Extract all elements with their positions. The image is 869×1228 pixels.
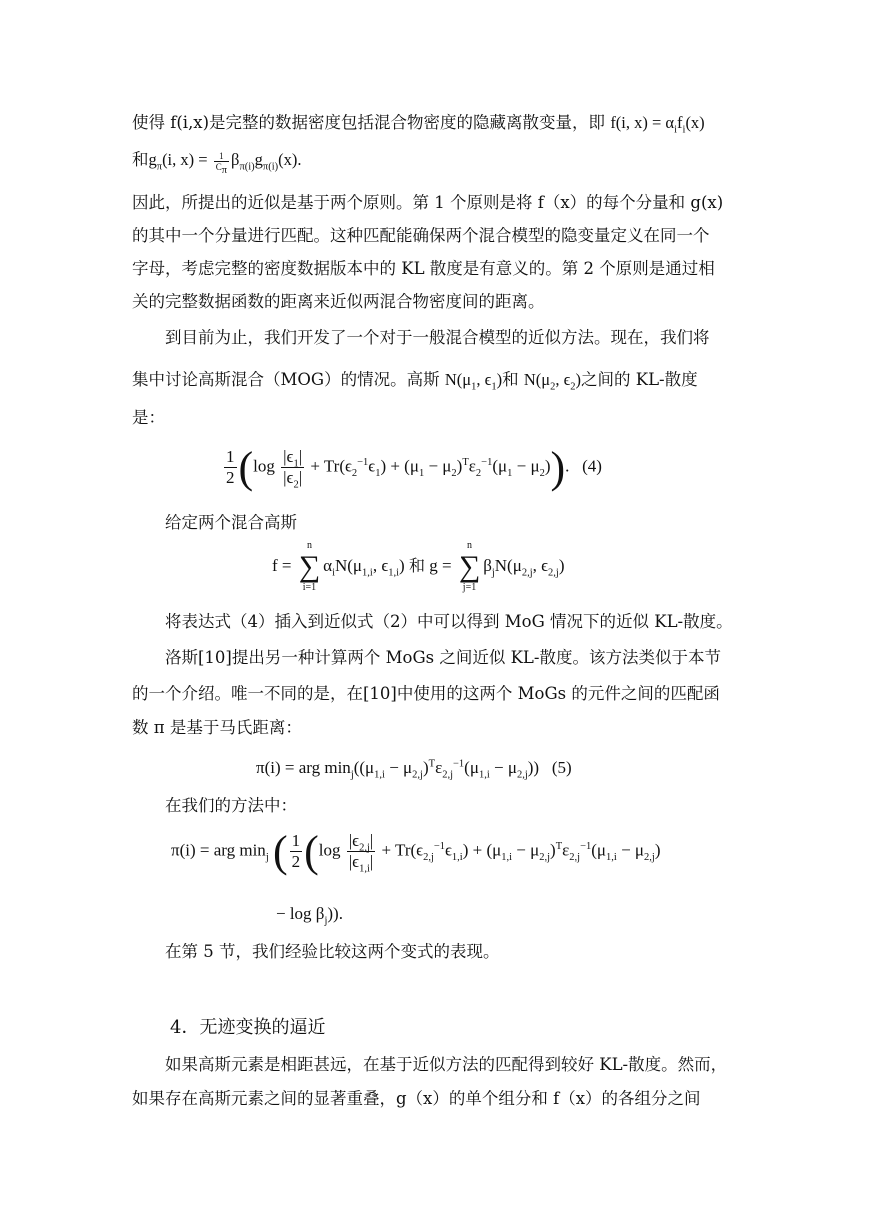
paragraph-line xyxy=(132,113,705,136)
paragraph-line: 洛斯[10]提出另一种计算两个 MoGs 之间近似 KL-散度。该方法类似于本节 xyxy=(165,648,721,667)
fraction: $\frac{|\epsilon_1|}{|\epsilon_2|}$ xyxy=(283,447,303,491)
text-span: 和 xyxy=(132,150,149,169)
fraction: $\frac{1}{C_\pi}$ xyxy=(215,150,228,176)
paragraph-line: 到目前为止，我们开发了一个对于一般混合模型的近似方法。现在，我们将 xyxy=(165,328,710,347)
equation-number: (4) xyxy=(582,456,602,476)
equation-ours-line1: π(i) = arg $\min_j$ ( $\frac{1}{2}$ (log $\frac{|\epsilon_{2,j}|}{|\epsilon_{1,i}|}$ + $Tr(\epsilon_{2,j}^{-1}\epsilon_{1,i}) + (\mu_{1,i} - \mu_{2,j})^T\varepsilon_{2,j}^{-1}(\mu_{1,i} - \mu_{2,j})$ xyxy=(171,827,661,876)
formula-n1: $N(\mu_1$, $\epsilon_1$) xyxy=(444,370,503,393)
paragraph-line: 将表达式（4）插入到近似式（2）中可以得到 MoG 情况下的近似 KL-散度。 xyxy=(165,612,733,631)
paragraph-line: 如果存在高斯元素之间的显著重叠，g（x）的单个组分和 f（x）的各组分之间 xyxy=(132,1089,701,1108)
equation-ours-line2: − $\log \beta_j$)). xyxy=(276,904,343,927)
paragraph-line: 的一个介绍。唯一不同的是，在[10]中使用的这两个 MoGs 的元件之间的匹配函 xyxy=(132,684,720,703)
paragraph-line xyxy=(132,370,698,393)
paragraph-line: 的其中一个分量进行匹配。这种匹配能确保两个混合模型的隐变量定义在同一个 xyxy=(132,226,710,245)
paragraph-line: 是： xyxy=(132,408,165,427)
equation-mixtures: f = n ∑ i=1 $\alpha_iN(\mu_{1,i}$, $\epsilon_{1,i}$) 和 g = n ∑ j=1 $\beta_jN(\mu_{2,j}$, $\epsilon_{2,j}$) xyxy=(272,540,565,593)
paragraph-line: 给定两个混合高斯 xyxy=(165,513,297,532)
paragraph-line: 关的完整数据函数的距离来近似两混合物密度间的距离。 xyxy=(132,292,545,311)
formula-n2: $N(\mu_2$, $\epsilon_2$) xyxy=(523,370,582,393)
text-span: 使得 f(i,x)是完整的数据密度包括混合物密度的隐藏离散变量，即 xyxy=(132,113,606,132)
paragraph-line xyxy=(132,150,302,176)
text-span: 之间的 KL-散度 xyxy=(581,370,698,389)
sum-symbol: n ∑ i=1 xyxy=(298,540,321,593)
paragraph-line: 因此，所提出的近似是基于两个原则。第 1 个原则是将 f（x）的每个分量和 g(x) xyxy=(132,193,724,212)
paragraph-line: 数 π 是基于马氏距离： xyxy=(132,718,302,737)
fraction: $\frac{|\epsilon_{2,j}|}{|\epsilon_{1,i}|}$ xyxy=(348,831,374,875)
fraction: $\frac{1}{2}$ xyxy=(226,447,235,487)
equation-number: (5) xyxy=(551,758,572,777)
formula-g-pi: $g_\pi(i$, x) = $\frac{1}{C_\pi}$ $\beta_{\pi(i)}g_{\pi(i)}(x)$. xyxy=(148,150,302,176)
sum-symbol: n ∑ j=1 xyxy=(458,540,481,593)
paragraph-line: 在我们的方法中： xyxy=(165,796,297,815)
paragraph-line: 在第 5 节，我们经验比较这两个变式的表现。 xyxy=(165,942,500,961)
section-heading: 4．无迹变换的逼近 xyxy=(170,1017,326,1038)
paragraph-line: 字母，考虑完整的密度数据版本中的 KL 散度是有意义的。第 2 个原则是通过相 xyxy=(132,259,715,278)
paragraph-line: 如果高斯元素是相距甚远，在基于近似方法的匹配得到较好 KL-散度。然而， xyxy=(165,1055,728,1074)
text-span: 和 xyxy=(408,555,425,575)
fraction: $\frac{1}{2}$ xyxy=(291,831,301,871)
formula-f-ix: f(i, $x) = \alpha_if_i(x)$ xyxy=(610,113,705,136)
text-span: 集中讨论高斯混合（MOG）的情况。高斯 xyxy=(132,370,440,389)
equation-5: π(i) = arg $\min_j((\mu_{1,i} - \mu_{2,j})^T\varepsilon_{2,j}^{-1}(\mu_{1,i} - \mu_{2,j}))$ (5) xyxy=(256,758,572,781)
text-span: 和 xyxy=(502,370,519,389)
equation-4: $\frac{1}{2}$ (log $\frac{|\epsilon_1|}{|\epsilon_2|}$ + $Tr(\epsilon_2^{-1}\epsilon_1) + (\mu_1 - \mu_2)^T\varepsilon_2^{-1}(\mu_1 - \mu_2)$). (4) xyxy=(226,443,602,492)
